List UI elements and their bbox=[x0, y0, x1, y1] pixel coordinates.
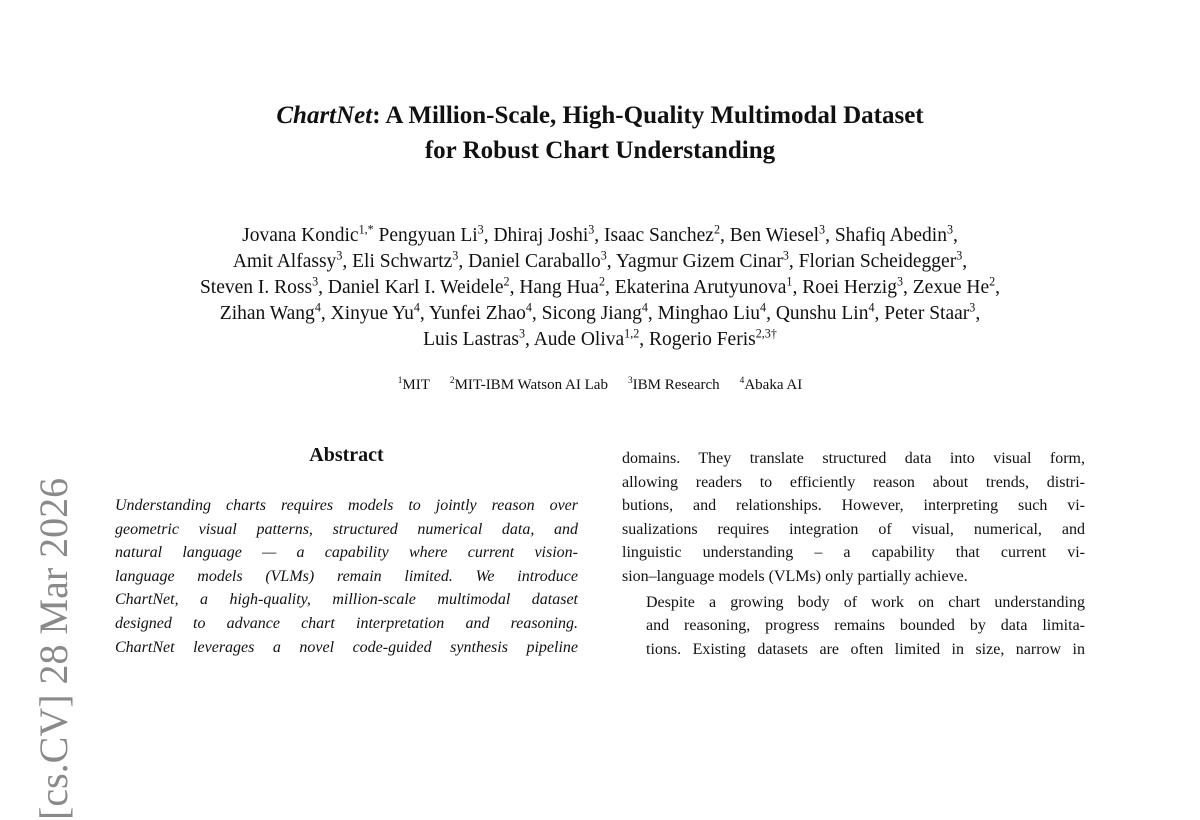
author-list bbox=[0, 223, 1200, 353]
author-affiliation-mark: 2 bbox=[503, 274, 510, 289]
author-separator: , bbox=[419, 303, 429, 324]
affiliation bbox=[450, 377, 608, 393]
author-separator: , bbox=[320, 303, 331, 324]
arxiv-side-stamp: [cs.CV] 28 Mar 2026 bbox=[31, 477, 76, 820]
author-line bbox=[0, 275, 1200, 301]
author-name: Aude Oliva bbox=[533, 329, 625, 350]
intro-line: sion–language models (VLMs) only partially achieve. bbox=[622, 567, 968, 585]
author-separator: , bbox=[962, 251, 968, 272]
affiliation-mark: 4 bbox=[739, 376, 745, 386]
author-separator: , bbox=[594, 225, 605, 246]
author-name: Florian Scheidegger bbox=[798, 251, 957, 272]
affiliation-name: MIT bbox=[402, 377, 430, 393]
author-name: Peter Staar bbox=[884, 303, 970, 324]
paper-title bbox=[0, 98, 1200, 168]
title-dataset-name: ChartNet bbox=[276, 102, 373, 129]
author-name: Rogerio Feris bbox=[649, 329, 756, 350]
author-line bbox=[0, 223, 1200, 249]
intro-line: sualizations requires integration of visual, numerical, and bbox=[622, 520, 1085, 538]
author-name: Eli Schwartz bbox=[352, 251, 453, 272]
author-affiliation-mark: 3 bbox=[336, 248, 343, 263]
author-affiliation-mark: 3 bbox=[969, 300, 976, 315]
author-separator: , bbox=[606, 251, 616, 272]
author-affiliation-mark: 3 bbox=[819, 222, 826, 237]
author-name: Ben Wiesel bbox=[729, 225, 820, 246]
abstract-line: Understanding charts requires models to jointly reason over bbox=[115, 497, 578, 514]
abstract-line: natural language — a capability where current vision- bbox=[115, 544, 578, 562]
author-name: Yunfei Zhao bbox=[428, 303, 526, 324]
author-affiliation-mark: 4 bbox=[525, 300, 532, 315]
author-name: Hang Hua bbox=[519, 277, 599, 298]
affiliation-mark: 1 bbox=[397, 376, 403, 386]
author-affiliation-mark: 1,2 bbox=[624, 326, 640, 341]
author-affiliation-mark: 3 bbox=[600, 248, 607, 263]
author-affiliation-mark: 3 bbox=[477, 222, 484, 237]
author-name: Yagmur Gizem Cinar bbox=[615, 251, 783, 272]
author-affiliation-mark: 3 bbox=[946, 222, 953, 237]
author-name: Dhiraj Joshi bbox=[493, 225, 589, 246]
author-name: Roei Herzig bbox=[802, 277, 897, 298]
affiliation-name: IBM Research bbox=[632, 377, 720, 393]
affiliation-name: Abaka AI bbox=[744, 377, 803, 393]
author-separator: , bbox=[975, 303, 981, 324]
author-affiliation-mark: 2 bbox=[989, 274, 996, 289]
author-affiliation-mark: 3 bbox=[518, 326, 526, 341]
author-affiliation-mark: 2 bbox=[713, 222, 720, 237]
intro-line: linguistic understanding – a capability that current vi- bbox=[622, 544, 1085, 562]
author-name: Qunshu Lin bbox=[775, 303, 869, 324]
affiliation-name: MIT-IBM Watson AI Lab bbox=[454, 377, 608, 393]
author-separator: , bbox=[766, 303, 776, 324]
affiliation bbox=[740, 377, 803, 393]
author-name: Xinyue Yu bbox=[330, 303, 414, 324]
author-separator: , bbox=[792, 277, 803, 298]
author-separator: , bbox=[825, 225, 835, 246]
author-name: Ekaterina Arutyunova bbox=[614, 277, 787, 298]
author-separator: , bbox=[509, 277, 520, 298]
author-name: Daniel Karl I. Weidele bbox=[327, 277, 504, 298]
author-affiliation-mark: 3 bbox=[312, 274, 319, 289]
author-affiliation-mark: 3 bbox=[588, 222, 595, 237]
intro-line: Despite a growing body of work on chart understanding bbox=[646, 593, 1085, 611]
author-separator: , bbox=[903, 277, 913, 298]
title-line-2: for Robust Chart Understanding bbox=[424, 137, 776, 164]
author-affiliation-mark: 2 bbox=[598, 274, 605, 289]
author-separator: , bbox=[995, 277, 1001, 298]
author-separator: , bbox=[483, 225, 494, 246]
author-line bbox=[0, 327, 1200, 353]
author-separator: , bbox=[788, 251, 799, 272]
intro-line: butions, and relationships. However, interpreting such vi- bbox=[622, 497, 1085, 515]
abstract-line: ChartNet, a high-quality, million-scale multimodal dataset bbox=[115, 591, 578, 609]
author-affiliation-mark: 4 bbox=[760, 300, 767, 315]
abstract-heading: Abstract bbox=[309, 444, 384, 466]
abstract-body bbox=[115, 494, 578, 659]
author-separator: , bbox=[647, 303, 658, 324]
author-name: Luis Lastras bbox=[423, 329, 519, 350]
author-separator: , bbox=[605, 277, 615, 298]
abstract-line: ChartNet leverages a novel code-guided synthesis pipeline bbox=[115, 638, 578, 656]
author-separator: , bbox=[719, 225, 730, 246]
abstract-line: designed to advance chart interpretation and reasoning. bbox=[115, 614, 578, 632]
affiliation-mark: 2 bbox=[449, 376, 455, 386]
author-separator: , bbox=[342, 251, 353, 272]
intro-column bbox=[622, 447, 1085, 661]
author-line bbox=[0, 249, 1200, 275]
author-separator: , bbox=[318, 277, 328, 298]
author-affiliation-mark: 3 bbox=[896, 274, 904, 289]
intro-paragraph-1 bbox=[622, 447, 1085, 589]
author-affiliation-mark: 3 bbox=[956, 248, 963, 263]
author-name: Daniel Caraballo bbox=[468, 251, 601, 272]
intro-line: tions. Existing datasets are often limited in size, narrow in bbox=[646, 640, 1085, 658]
author-separator: , bbox=[953, 225, 958, 246]
author-affiliation-mark: 4 bbox=[641, 300, 648, 315]
author-affiliation-mark: 3 bbox=[782, 248, 789, 263]
author-separator: , bbox=[458, 251, 469, 272]
author-name: Zihan Wang bbox=[219, 303, 315, 324]
author-affiliation-mark: 4 bbox=[413, 300, 420, 315]
author-name: Amit Alfassy bbox=[232, 251, 337, 272]
intro-line: and reasoning, progress remains bounded by data limita- bbox=[646, 617, 1085, 635]
author-affiliation-mark: 2,3† bbox=[755, 326, 777, 341]
author-separator: , bbox=[874, 303, 885, 324]
author-name: Sicong Jiang bbox=[541, 303, 642, 324]
author-name: Jovana Kondic bbox=[242, 225, 359, 246]
author-name: Zexue He bbox=[912, 277, 990, 298]
author-name: Pengyuan Li bbox=[378, 225, 478, 246]
title-line-1 bbox=[0, 98, 1200, 133]
author-affiliation-mark: 4 bbox=[314, 300, 321, 315]
author-affiliation-mark: 3 bbox=[452, 248, 459, 263]
affiliation-list bbox=[0, 375, 1200, 395]
author-separator: , bbox=[525, 329, 534, 350]
author-name: Steven I. Ross bbox=[199, 277, 313, 298]
author-name: Shafiq Abedin bbox=[834, 225, 947, 246]
author-separator: , bbox=[531, 303, 542, 324]
abstract-line: language models (VLMs) remain limited. We introduce bbox=[115, 567, 578, 585]
author-affiliation-mark: 4 bbox=[868, 300, 875, 315]
intro-line: allowing readers to efficiently reason about trends, distri- bbox=[622, 473, 1085, 491]
intro-line: domains. They translate structured data into visual form, bbox=[622, 450, 1085, 467]
affiliation-mark: 3 bbox=[627, 376, 633, 386]
author-affiliation-mark: 1 bbox=[786, 274, 793, 289]
author-name: Isaac Sanchez bbox=[604, 225, 714, 246]
author-separator: , bbox=[639, 329, 650, 350]
abstract-line: geometric visual patterns, structured numerical data, and bbox=[115, 520, 578, 538]
author-name: Minghao Liu bbox=[657, 303, 761, 324]
affiliation bbox=[628, 377, 720, 393]
author-line bbox=[0, 301, 1200, 327]
title-line-1-rest: : A Million-Scale, High-Quality Multimodal Dataset bbox=[372, 102, 924, 129]
affiliation bbox=[398, 377, 430, 393]
intro-paragraph-2 bbox=[622, 591, 1085, 662]
author-affiliation-mark: 1,* bbox=[358, 222, 374, 237]
